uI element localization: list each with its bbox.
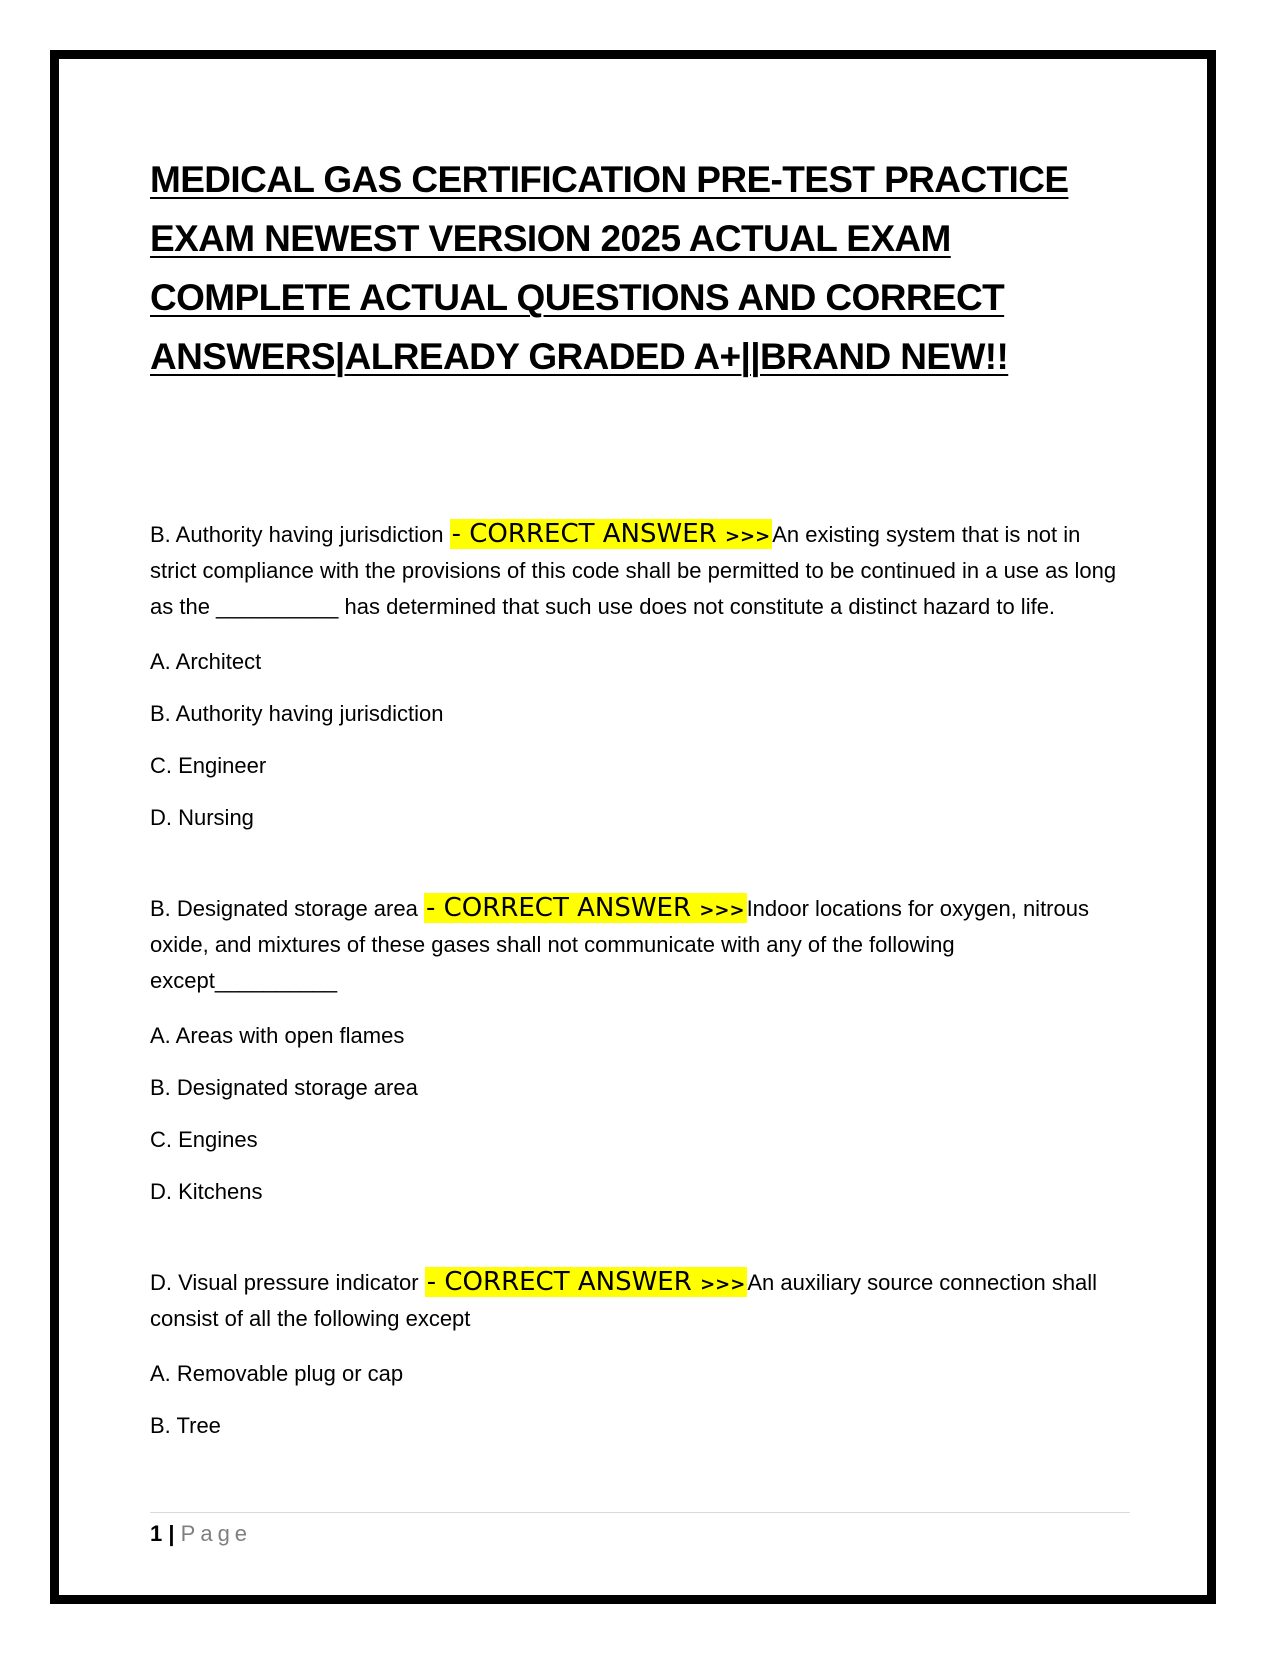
question-1-option-c: C. Engineer (150, 753, 267, 778)
footer-separator: | (168, 1521, 175, 1546)
correct-answer-label: - CORRECT ANSWER (426, 1267, 692, 1297)
question-3 (150, 1265, 1130, 1337)
question-2 (150, 891, 1130, 999)
question-1 (150, 517, 1130, 625)
correct-answer-label: - CORRECT ANSWER (425, 893, 692, 923)
page-number: 1 (150, 1521, 163, 1546)
document-body (150, 150, 1130, 1441)
correct-answer-highlight (424, 893, 747, 923)
arrows-glyph: >>> (724, 526, 771, 547)
arrows-glyph: >>> (700, 1274, 746, 1295)
document-title: MEDICAL GAS CERTIFICATION PRE-TEST PRACTICE EXAM NEWEST VERSION 2025 ACTUAL EXAM COMPLETE ACTUAL QUESTIONS AND CORRECT ANSWERS|ALREADY GRADED A+||BRAND NEW!! (150, 159, 1069, 377)
question-2-answer: B. Designated storage area (150, 896, 418, 921)
question-1-answer: B. Authority having jurisdiction (150, 522, 444, 547)
question-2-option-c: C. Engines (150, 1127, 258, 1152)
question-1-text: An existing system that is not in strict compliance with the provisions of this code shall be permitted to be continued in a use as long as the __________ has determined that such use does not constitute a distinct hazard to life. (150, 522, 1117, 619)
question-3-option-a: A. Removable plug or cap (150, 1361, 404, 1386)
question-3-text: An auxiliary source connection shall consist of all the following except (150, 1270, 1098, 1331)
question-3-answer: D. Visual pressure indicator (150, 1270, 419, 1295)
question-2-option-d: D. Kitchens (150, 1179, 263, 1204)
correct-answer-highlight (450, 519, 773, 549)
question-2-option-b: B. Designated storage area (150, 1075, 418, 1100)
correct-answer-label: - CORRECT ANSWER (451, 519, 717, 549)
page-label: Page (180, 1521, 253, 1546)
arrows-glyph: >>> (699, 900, 745, 921)
question-1-option-d: D. Nursing (150, 805, 254, 830)
question-2-option-a: A. Areas with open flames (150, 1023, 405, 1048)
question-3-option-b: B. Tree (150, 1413, 221, 1438)
correct-answer-highlight (425, 1267, 748, 1297)
question-1-option-a: A. Architect (150, 649, 262, 674)
page-footer (150, 1512, 1130, 1547)
question-1-option-b: B. Authority having jurisdiction (150, 701, 444, 726)
question-2-text: Indoor locations for oxygen, nitrous oxide, and mixtures of these gases shall not communicate with any of the following except__________ (150, 896, 1089, 993)
